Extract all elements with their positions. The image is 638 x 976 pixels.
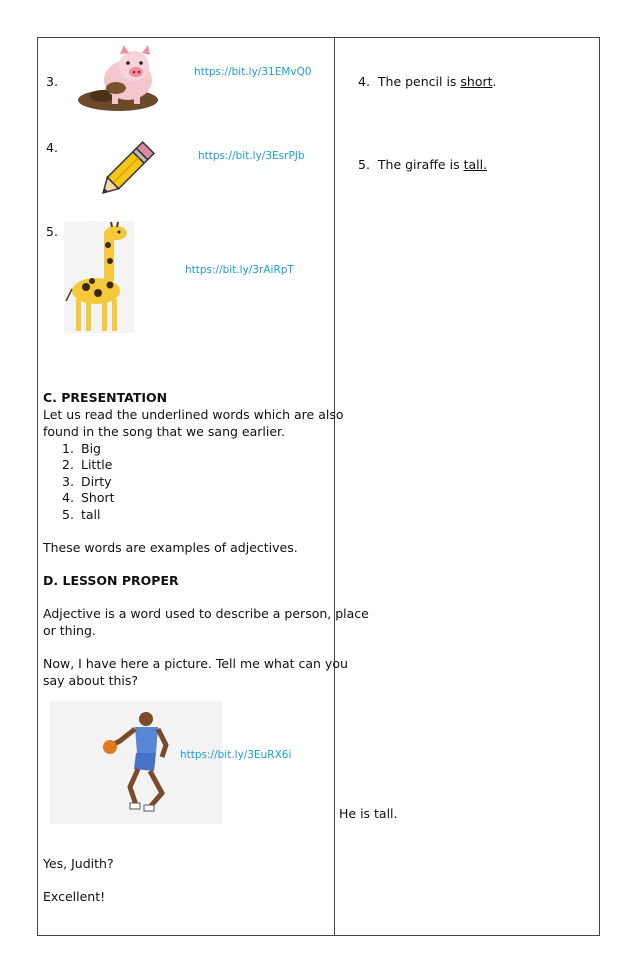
answer-5 <box>358 157 487 172</box>
column-divider <box>334 38 335 935</box>
list-number: 2. <box>62 457 74 472</box>
pencil-link[interactable]: https://bit.ly/3EsrPJb <box>198 150 305 162</box>
answer-adjective: tall. <box>463 157 488 172</box>
list-number: 5. <box>62 507 74 522</box>
pencil-image <box>92 138 158 204</box>
presentation-intro-line1: Let us read the underlined words which are also <box>43 407 344 422</box>
item-number-3: 3. <box>46 74 58 89</box>
answer-number: 4. <box>358 74 370 89</box>
list-item: Short <box>81 490 115 505</box>
list-item: Big <box>81 441 101 456</box>
answer-punct: . <box>492 74 497 89</box>
adjective-definition-line1: Adjective is a word used to describe a person, place <box>43 606 369 621</box>
picture-prompt-line2: say about this? <box>43 673 139 688</box>
giraffe-image <box>64 221 134 333</box>
list-number: 3. <box>62 474 74 489</box>
item-number-5: 5. <box>46 224 58 239</box>
picture-prompt-line1: Now, I have here a picture. Tell me what can you <box>43 656 348 671</box>
presentation-heading: C. PRESENTATION <box>43 390 168 405</box>
answer-adjective: short <box>460 74 493 89</box>
list-number: 4. <box>62 490 74 505</box>
adjective-definition-line2: or thing. <box>43 623 96 638</box>
basketball-player-link[interactable]: https://bit.ly/3EuRX6i <box>180 749 292 761</box>
dirty-pig-image <box>72 40 164 114</box>
answer-text: The pencil is <box>377 74 461 89</box>
lesson-heading: D. LESSON PROPER <box>43 573 179 588</box>
answer-4 <box>358 74 497 89</box>
item-number-4: 4. <box>46 140 58 155</box>
answer-number: 5. <box>358 157 370 172</box>
giraffe-link[interactable]: https://bit.ly/3rAiRpT <box>185 264 294 276</box>
list-item: Little <box>81 457 113 472</box>
presentation-intro-line2: found in the song that we sang earlier. <box>43 424 285 439</box>
student-answer: He is tall. <box>339 806 398 821</box>
pig-link[interactable]: https://bit.ly/31EMvQ0 <box>194 66 312 78</box>
list-item: tall <box>81 507 101 522</box>
presentation-summary: These words are examples of adjectives. <box>43 540 298 555</box>
answer-text: The giraffe is <box>377 157 464 172</box>
teacher-praise: Excellent! <box>43 889 106 904</box>
list-number: 1. <box>62 441 74 456</box>
list-item: Dirty <box>81 474 112 489</box>
basketball-player-image <box>50 701 222 824</box>
teacher-call: Yes, Judith? <box>43 856 114 871</box>
